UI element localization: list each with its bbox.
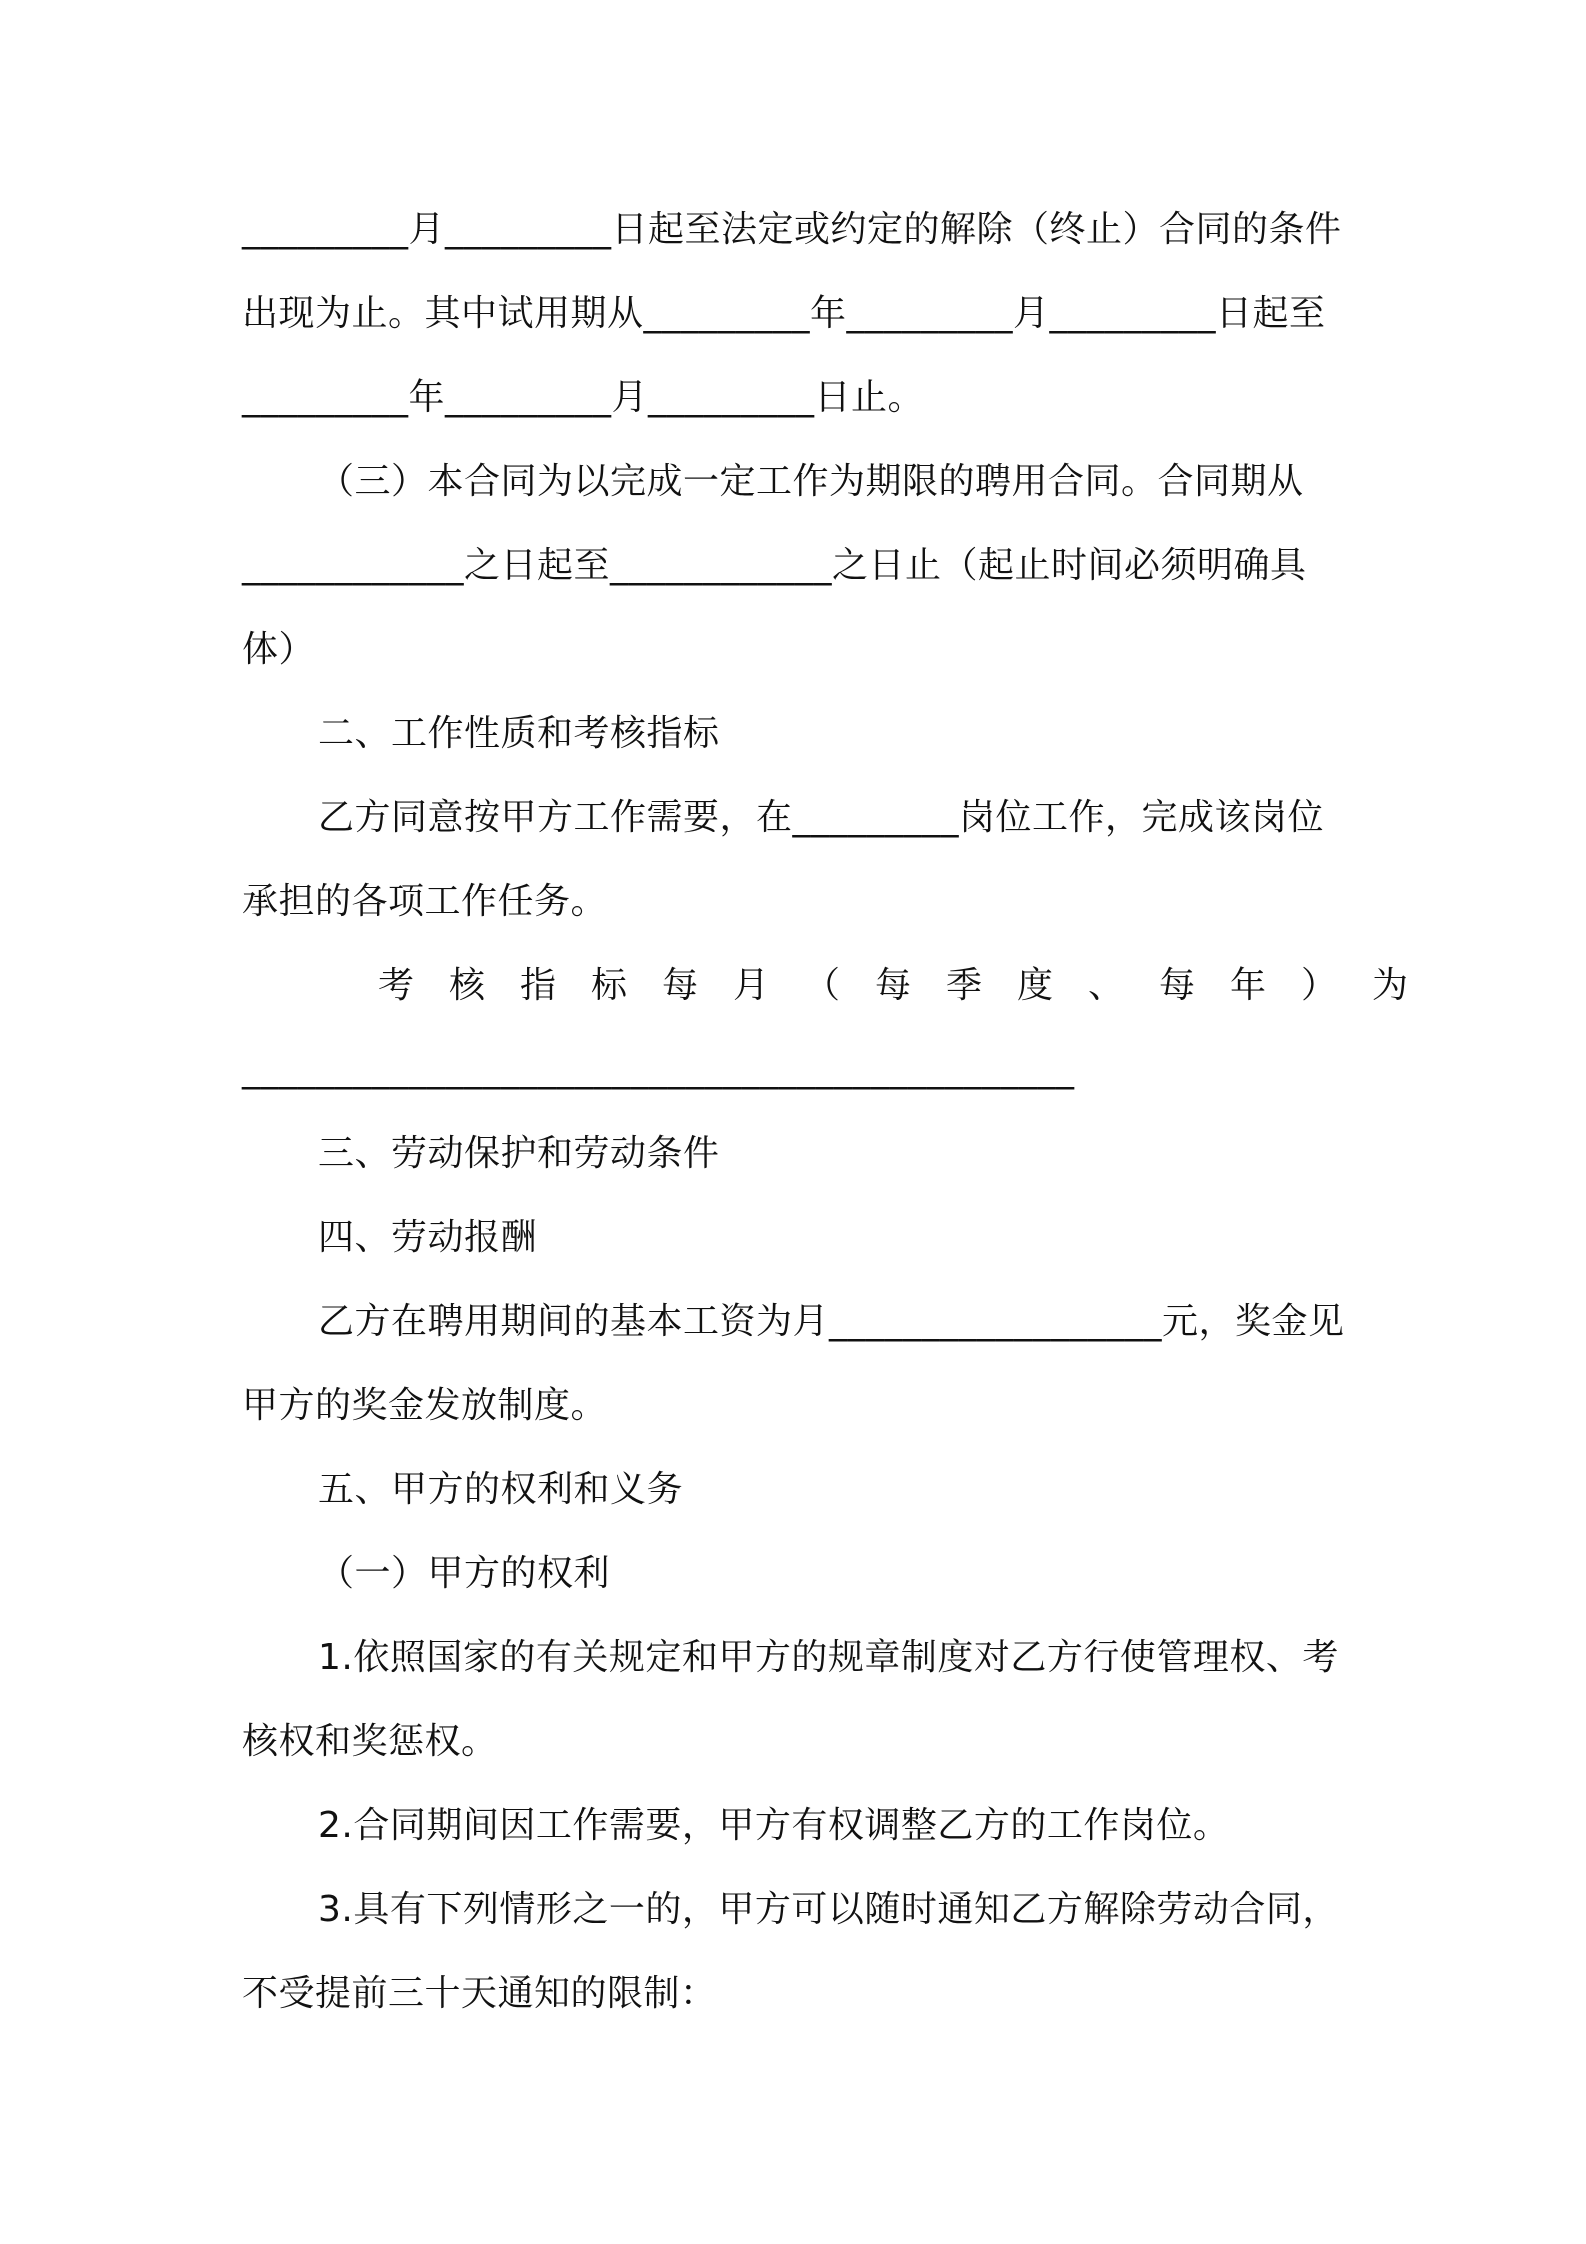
text-line: 甲方的奖金发放制度。 [242, 1385, 608, 1426]
text-line: _________年_________月_________日止。 [242, 377, 925, 418]
section-heading: 五、甲方的权利和义务 [318, 1469, 684, 1510]
text-line: （三）本合同为以完成一定工作为期限的聘用合同。合同期从 [318, 461, 1304, 502]
text-line: 考核指标每月（每季度、每年）为 [378, 965, 1444, 1006]
text-line: ____________之日起至____________之日止（起止时间必须明确具 [242, 545, 1307, 586]
text-line: 乙方同意按甲方工作需要，在_________岗位工作，完成该岗位 [318, 797, 1325, 838]
text-line: 核权和奖惩权。 [242, 1721, 498, 1762]
section-heading: 二、工作性质和考核指标 [318, 713, 720, 754]
subsection-heading: （一）甲方的权利 [318, 1553, 611, 1594]
text-line: _________月_________日起至法定或约定的解除（终止）合同的条件 [242, 209, 1342, 250]
section-heading: 四、劳动报酬 [318, 1217, 538, 1258]
text-line: 3.具有下列情形之一的，甲方可以随时通知乙方解除劳动合同， [318, 1889, 1339, 1930]
text-line: 承担的各项工作任务。 [242, 881, 608, 922]
text-line: 体） [242, 629, 316, 670]
text-line: 出现为止。其中试用期从_________年_________月_________日起至 [242, 293, 1326, 334]
text-line: 乙方在聘用期间的基本工资为月__________________元，奖金见 [318, 1301, 1345, 1342]
text-line: 不受提前三十天通知的限制： [242, 1973, 717, 2014]
text-line: 2.合同期间因工作需要，甲方有权调整乙方的工作岗位。 [318, 1805, 1230, 1846]
blank-fill-line: _____________________________________________ [242, 1049, 1075, 1090]
section-heading: 三、劳动保护和劳动条件 [318, 1133, 720, 1174]
text-line: 1.依照国家的有关规定和甲方的规章制度对乙方行使管理权、考 [318, 1637, 1339, 1678]
